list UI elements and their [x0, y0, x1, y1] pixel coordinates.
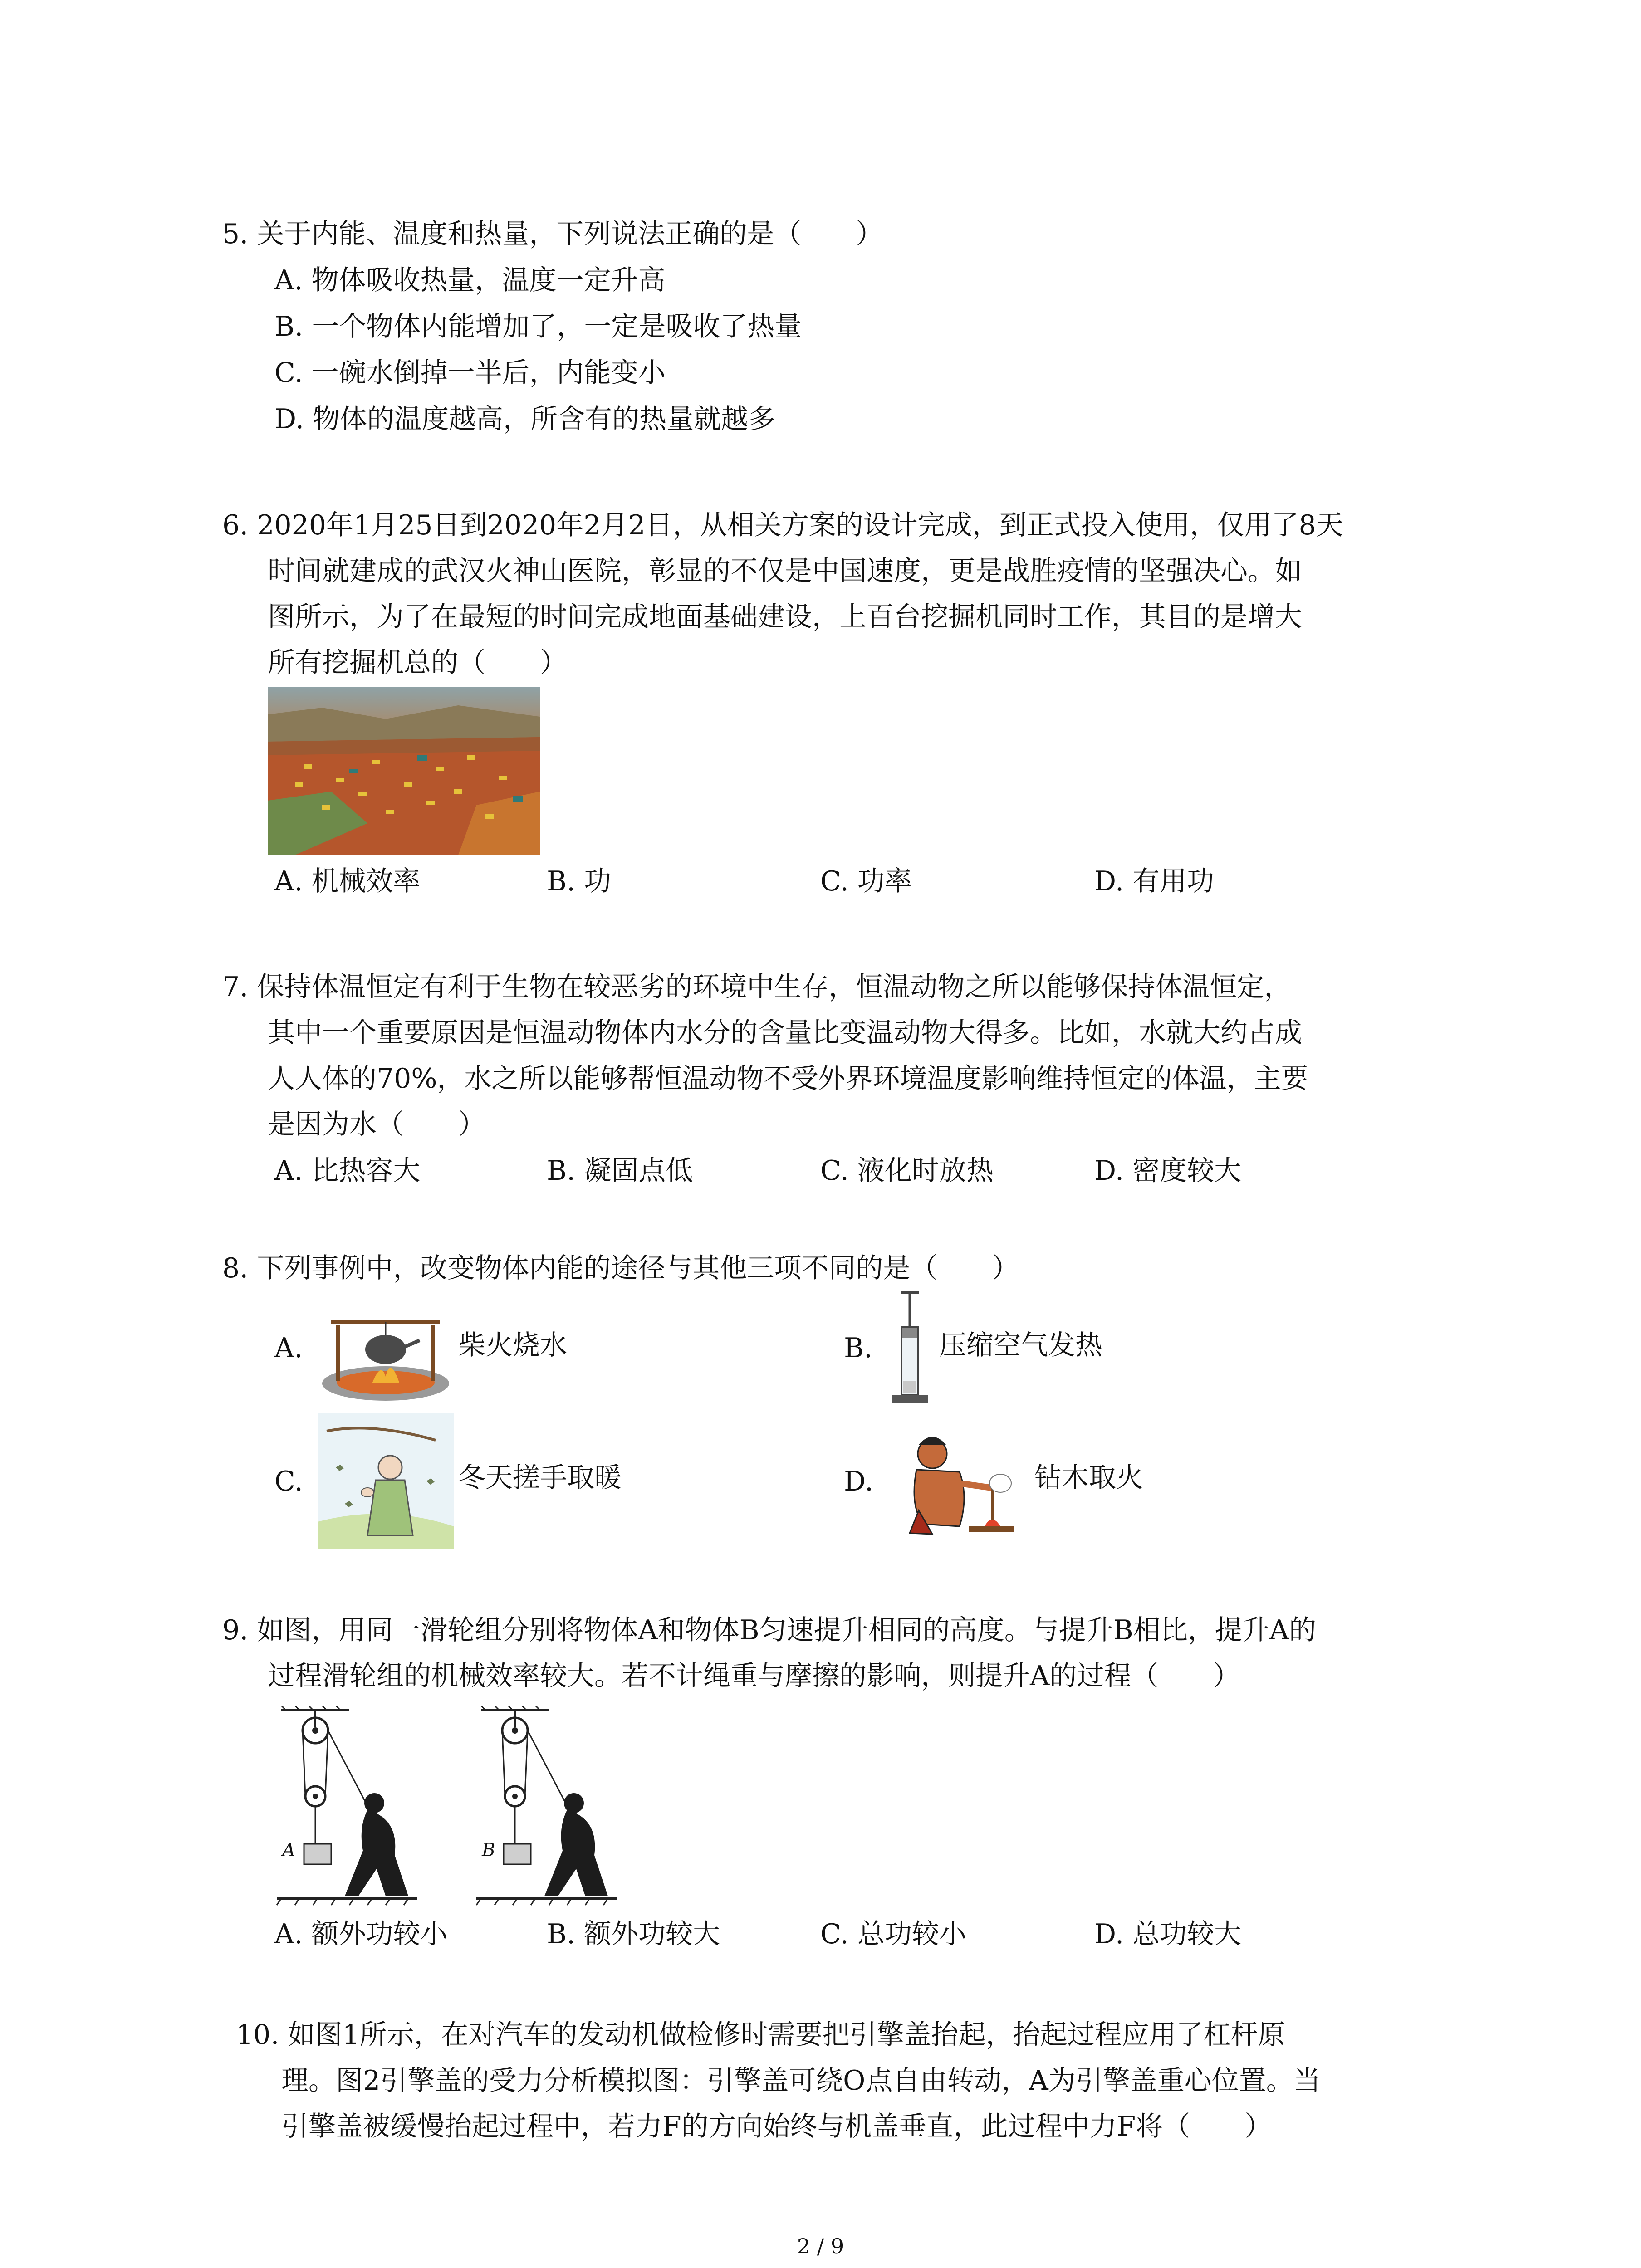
q8-letter-d: D.: [844, 1466, 874, 1497]
compressed-air-cylinder-illustration: [887, 1290, 932, 1408]
q5-option-d: D. 物体的温度越高，所含有的热量就越多: [274, 403, 776, 435]
q5-option-b: B. 一个物体内能增加了，一定是吸收了热量: [274, 311, 802, 342]
q8-label-c: 冬天搓手取暖: [458, 1462, 622, 1494]
excavator-construction-photo: [268, 687, 540, 855]
q8-label-b: 压缩空气发热: [939, 1330, 1102, 1361]
q7-option-b: B. 凝固点低: [547, 1155, 693, 1187]
figure-label-a: A: [282, 1840, 295, 1861]
q10-line-2: 理。图2引擎盖的受力分析模拟图：引擎盖可绕O点自由转动，A为引擎盖重心位置。当: [281, 2065, 1321, 2097]
firewood-boiling-water-illustration: [318, 1297, 454, 1402]
q5-option-a: A. 物体吸收热量，温度一定升高: [274, 264, 666, 296]
q7-line-4: 是因为水（ ）: [268, 1109, 485, 1140]
q9-line-1: 9. 如图，用同一滑轮组分别将物体A和物体B匀速提升相同的高度。与提升B相比，提升A的: [222, 1614, 1317, 1646]
q8-letter-b: B.: [844, 1332, 873, 1364]
q6-option-b: B. 功: [547, 865, 612, 897]
drilling-wood-fire-illustration: [892, 1429, 1019, 1547]
q8-stem: 8. 下列事例中，改变物体内能的途径与其他三项不同的是（ ）: [222, 1252, 1019, 1284]
q6-line-4: 所有挖掘机总的（ ）: [268, 647, 567, 679]
q6-option-c: C. 功率: [820, 865, 912, 897]
q6-option-a: A. 机械效率: [274, 865, 421, 897]
q9-option-d: D. 总功较大: [1094, 1918, 1242, 1950]
figure-label-b: B: [482, 1840, 495, 1861]
q9-option-c: C. 总功较小: [820, 1918, 966, 1950]
q10-line-1: 10. 如图1所示，在对汽车的发动机做检修时需要把引擎盖抬起，抬起过程应用了杠杆原: [236, 2019, 1285, 2051]
q9-option-a: A. 额外功较小: [274, 1918, 448, 1950]
q5-stem: 5. 关于内能、温度和热量，下列说法正确的是（ ）: [222, 218, 883, 250]
q7-line-3: 人人体的70%，水之所以能够帮恒温动物不受外界环境温度影响维持恒定的体温，主要: [268, 1063, 1308, 1095]
q7-line-1: 7. 保持体温恒定有利于生物在较恶劣的环境中生存，恒温动物之所以能够保持体温恒定，: [222, 971, 1292, 1003]
q6-option-d: D. 有用功: [1094, 865, 1215, 897]
q10-line-3: 引擎盖被缓慢抬起过程中，若力F的方向始终与机盖垂直，此过程中力F将（ ）: [281, 2111, 1272, 2142]
pulley-lifting-object-a-figure: [272, 1706, 463, 1910]
q6-line-3: 图所示，为了在最短的时间完成地面基础建设，上百台挖掘机同时工作，其目的是增大: [268, 601, 1302, 633]
q7-option-d: D. 密度较大: [1094, 1155, 1242, 1187]
q6-line-1: 6. 2020年1月25日到2020年2月2日，从相关方案的设计完成，到正式投入使用，仅用了8天: [222, 509, 1343, 541]
q8-label-a: 柴火烧水: [458, 1330, 567, 1361]
pulley-lifting-object-b-figure: [472, 1706, 662, 1910]
q9-option-b: B. 额外功较大: [547, 1918, 720, 1950]
q8-label-d: 钻木取火: [1034, 1462, 1143, 1494]
q8-letter-c: C.: [274, 1466, 303, 1497]
q9-line-2: 过程滑轮组的机械效率较大。若不计绳重与摩擦的影响，则提升A的过程（ ）: [268, 1660, 1240, 1692]
q7-option-c: C. 液化时放热: [820, 1155, 994, 1187]
q7-option-a: A. 比热容大: [274, 1155, 421, 1187]
q8-letter-a: A.: [274, 1332, 303, 1364]
q6-line-2: 时间就建成的武汉火神山医院，彰显的不仅是中国速度，更是战胜疫情的坚强决心。如: [268, 555, 1302, 587]
q7-line-2: 其中一个重要原因是恒温动物体内水分的含量比变温动物大得多。比如，水就大约占成: [268, 1017, 1302, 1049]
q5-option-c: C. 一碗水倒掉一半后，内能变小: [274, 357, 666, 389]
rubbing-hands-winter-illustration: [318, 1413, 454, 1549]
page-number: 2 / 9: [797, 2234, 844, 2258]
